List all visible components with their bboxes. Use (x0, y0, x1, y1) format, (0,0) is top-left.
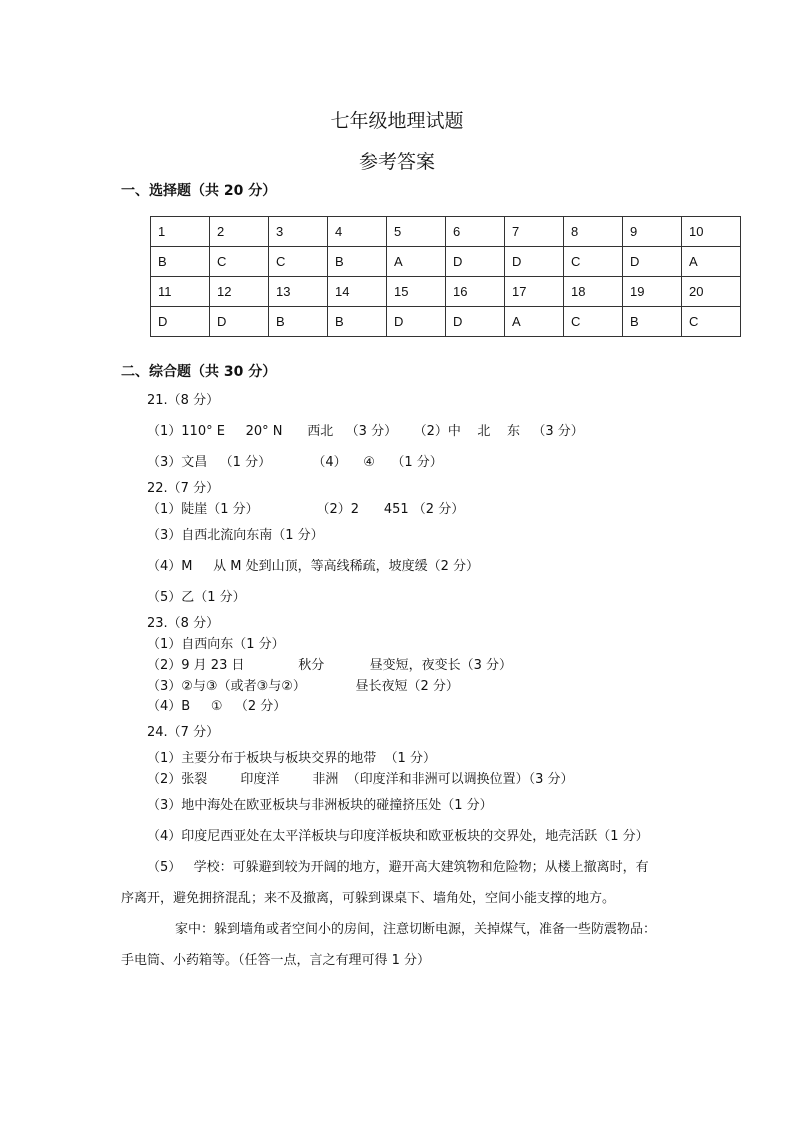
q24-line-7: 家中：躲到墙角或者空间小的房间，注意切断电源，关掉煤气，准备一些防震物品： (175, 922, 657, 937)
answer-cell: D (505, 247, 564, 277)
question-number-cell: 9 (623, 217, 682, 247)
answer-cell: A (682, 247, 741, 277)
question-number-cell: 8 (564, 217, 623, 247)
q24-heading: 24.（7 分） (147, 725, 220, 740)
question-number-cell: 2 (210, 217, 269, 247)
q23-line-2: （2）9 月 23 日 秋分 昼变短，夜变长（3 分） (147, 658, 513, 673)
answer-cell: C (682, 307, 741, 337)
question-number-cell: 12 (210, 277, 269, 307)
answer-cell: D (623, 247, 682, 277)
q24-line-6: 序离开，避免拥挤混乱；来不及撤离，可躲到课桌下、墙角处，空间小能支撑的地方。 (121, 891, 616, 906)
answer-cell: C (210, 247, 269, 277)
q23-heading: 23.（8 分） (147, 616, 220, 631)
answer-cell: D (446, 247, 505, 277)
question-number-row (151, 217, 741, 247)
answer-cell: D (387, 307, 446, 337)
question-number-cell: 20 (682, 277, 741, 307)
answer-cell: D (446, 307, 505, 337)
q23-line-4: （4）B ① （2 分） (147, 699, 287, 714)
q22-line-3: （4）M 从 M 处到山顶，等高线稀疏，坡度缓（2 分） (147, 559, 480, 574)
question-number-cell: 3 (269, 217, 328, 247)
q23-line-1: （1）自西向东（1 分） (147, 637, 285, 652)
answer-cell: B (269, 307, 328, 337)
section-heading-choice: 一、选择题（共 20 分） (121, 183, 277, 199)
question-number-cell: 4 (328, 217, 387, 247)
answer-row (151, 307, 741, 337)
question-number-cell: 15 (387, 277, 446, 307)
question-number-cell: 10 (682, 217, 741, 247)
answer-cell: B (328, 247, 387, 277)
answer-cell: B (623, 307, 682, 337)
q21-line-1: （1）110° E 20° N 西北 （3 分） （2）中 北 东 （3 分） (147, 424, 584, 439)
question-number-cell: 5 (387, 217, 446, 247)
q24-line-3: （3）地中海处在欧亚板块与非洲板块的碰撞挤压处（1 分） (147, 798, 493, 813)
q22-heading: 22.（7 分） (147, 481, 220, 496)
answer-cell: D (151, 307, 210, 337)
answer-cell: A (505, 307, 564, 337)
question-number-cell: 17 (505, 277, 564, 307)
answer-cell: C (564, 247, 623, 277)
question-number-cell: 19 (623, 277, 682, 307)
q24-line-4: （4）印度尼西亚处在太平洋板块与印度洋板块和欧亚板块的交界处，地壳活跃（1 分） (147, 829, 649, 844)
q24-line-8: 手电筒、小药箱等。（任答一点，言之有理可得 1 分） (121, 953, 431, 968)
page-title: 七年级地理试题 (330, 110, 464, 132)
answer-cell: C (269, 247, 328, 277)
question-number-cell: 6 (446, 217, 505, 247)
question-number-cell: 11 (151, 277, 210, 307)
q22-line-2: （3）自西北流向东南（1 分） (147, 528, 324, 543)
q24-line-2: （2）张裂 印度洋 非洲 （印度洋和非洲可以调换位置）（3 分） (147, 772, 574, 787)
question-number-cell: 16 (446, 277, 505, 307)
question-number-cell: 1 (151, 217, 210, 247)
answer-row (151, 247, 741, 277)
page-subtitle: 参考答案 (358, 151, 435, 173)
answer-cell: C (564, 307, 623, 337)
question-number-cell: 13 (269, 277, 328, 307)
answer-cell: D (210, 307, 269, 337)
q21-heading: 21.（8 分） (147, 393, 220, 408)
q21-line-2: （3）文昌 （1 分） （4） ④ （1 分） (147, 455, 443, 470)
q24-line-1: （1）主要分布于板块与板块交界的地带 （1 分） (147, 751, 436, 766)
answer-table (150, 216, 741, 337)
q22-line-1: （1）陡崖（1 分） （2）2 451 （2 分） (147, 502, 465, 517)
answer-cell: B (328, 307, 387, 337)
q24-line-5: （5） 学校：可躲避到较为开阔的地方，避开高大建筑物和危险物；从楼上撤离时，有 (147, 860, 649, 875)
question-number-row (151, 277, 741, 307)
question-number-cell: 14 (328, 277, 387, 307)
q22-line-4: （5）乙（1 分） (147, 590, 246, 605)
answer-cell: B (151, 247, 210, 277)
section-heading-comprehensive: 二、综合题（共 30 分） (121, 364, 277, 380)
answer-cell: A (387, 247, 446, 277)
q23-line-3: （3）②与③（或者③与②） 昼长夜短（2 分） (147, 679, 459, 694)
question-number-cell: 7 (505, 217, 564, 247)
question-number-cell: 18 (564, 277, 623, 307)
